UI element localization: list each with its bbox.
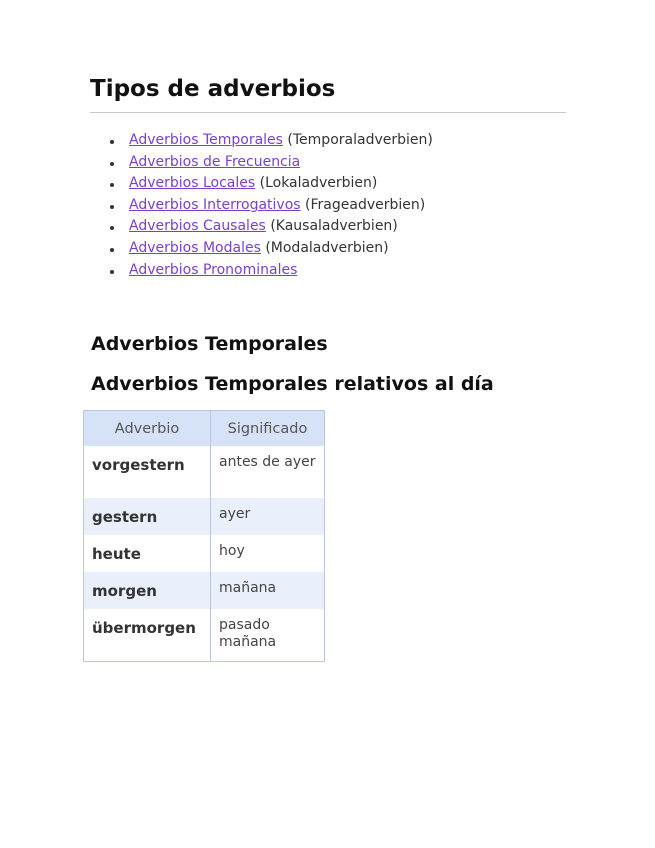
adverb-cell: heute [84, 535, 211, 572]
meaning-cell: mañana [211, 572, 325, 609]
link-adverbios-de-frecuencia[interactable]: Adverbios de Frecuencia [129, 153, 301, 170]
table-header-row [84, 411, 325, 447]
meaning-cell: pasado mañana [219, 617, 277, 650]
link-adverbios-causales[interactable]: Adverbios Causales [129, 218, 266, 235]
list-item [129, 195, 433, 217]
adverb-table [83, 410, 325, 662]
german-term: (Kausaladverbien) [270, 218, 398, 235]
meaning-cell: ayer [211, 498, 325, 535]
table-row [84, 609, 325, 662]
link-adverbios-pronominales[interactable]: Adverbios Pronominales [129, 261, 298, 278]
column-header-adverbio: Adverbio [84, 411, 211, 447]
subsection-heading: Adverbios Temporales relativos al día [91, 373, 494, 395]
adverb-cell: morgen [84, 572, 211, 609]
german-term: (Frageadverbien) [305, 196, 426, 213]
link-adverbios-modales[interactable]: Adverbios Modales [129, 239, 261, 256]
list-item [129, 216, 433, 238]
adverb-cell: gestern [84, 498, 211, 535]
meaning-cell: antes de ayer [219, 454, 316, 470]
link-adverbios-interrogativos[interactable]: Adverbios Interrogativos [129, 196, 301, 213]
list-item [129, 152, 433, 174]
section-heading: Adverbios Temporales [91, 333, 328, 355]
list-item [129, 260, 433, 282]
link-adverbios-temporales[interactable]: Adverbios Temporales [129, 132, 283, 148]
adverb-cell: vorgestern [84, 446, 211, 498]
meaning-cell: hoy [219, 543, 245, 559]
list-item [129, 238, 433, 260]
table-row [84, 446, 325, 498]
table-row [84, 535, 325, 572]
adverb-cell: übermorgen [84, 609, 211, 662]
column-header-significado: Significado [211, 411, 325, 447]
german-term: (Lokaladverbien) [259, 175, 378, 192]
adverb-types-list [90, 130, 433, 281]
german-term: (Temporaladverbien) [287, 132, 433, 148]
german-term: (Modaladverbien) [265, 239, 389, 256]
list-item [129, 173, 433, 195]
table-row [84, 498, 325, 535]
link-adverbios-locales[interactable]: Adverbios Locales [129, 175, 256, 192]
list-item [129, 130, 433, 152]
table-row [84, 572, 325, 609]
page-title: Tipos de adverbios [90, 74, 566, 113]
